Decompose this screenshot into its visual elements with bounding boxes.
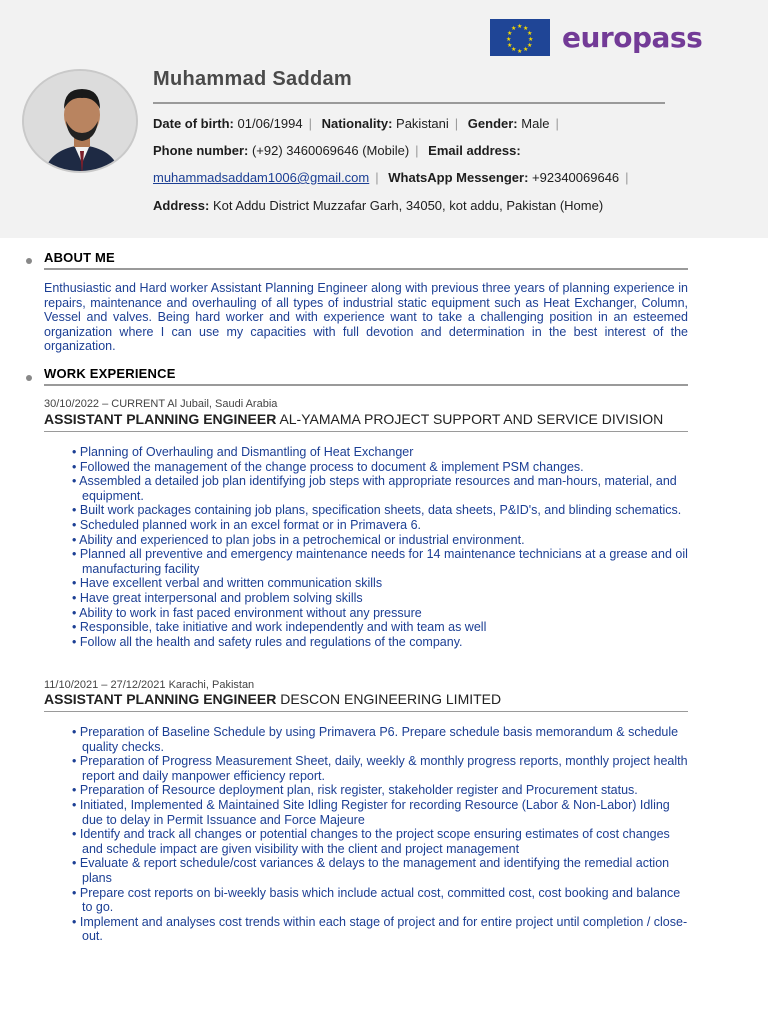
gender-label: Gender: (467, 116, 518, 131)
about-section-divider (44, 268, 688, 270)
list-item: • Preparation of Progress Measurement Sheet, daily, weekly & monthly progress reports, monthly project health report and daily manpower efficiency report. (62, 754, 692, 783)
list-item: • Identify and track all changes or potential changes to the project scope ensuring estimates of cost changes and schedule impact are given visibility with the client and project management (62, 827, 692, 856)
experience-section-divider (44, 384, 688, 386)
list-item: • Initiated, Implemented & Maintained Site Idling Register for recording Resource (Labor & Non-Labor) Idling due to delay in Permit Issuance and Force Majeure (62, 798, 692, 827)
address-line (153, 198, 603, 213)
nationality-value: Pakistani (396, 116, 449, 131)
avatar (22, 69, 138, 173)
list-item: • Planning of Overhauling and Dismantling of Heat Exchanger (62, 445, 692, 460)
job-role: ASSISTANT PLANNING ENGINEER (44, 691, 277, 707)
list-item: • Planned all preventive and emergency maintenance needs for 14 maintenance technicians at a grease and oil manufacturing facility (62, 547, 692, 576)
phone-value: (+92) 3460069646 (Mobile) (251, 143, 410, 158)
list-item: • Built work packages containing job plans, specification sheets, data sheets, P&ID's, and blinding schematics. (62, 503, 692, 518)
phone-label: Phone number: (153, 143, 249, 158)
europass-wordmark: europass (562, 20, 703, 54)
candidate-name: Muhammad Saddam (153, 68, 352, 90)
list-item: • Followed the management of the change process to document & implement PSM changes. (62, 460, 692, 475)
whatsapp-label: WhatsApp Messenger: (388, 170, 529, 185)
gender-value: Male (521, 116, 550, 131)
list-item: • Follow all the health and safety rules and regulations of the company. (62, 635, 692, 650)
eu-flag-icon: ★ ★ ★ ★ ★ ★ ★ ★ ★ ★ ★ ★ (490, 19, 550, 56)
list-item: • Implement and analyses cost trends within each stage of project and for entire project until completion / close-out. (62, 915, 692, 944)
nationality-label: Nationality: (321, 116, 393, 131)
job-company: AL-YAMAMA PROJECT SUPPORT AND SERVICE DIVISION (279, 411, 664, 427)
list-item: • Assembled a detailed job plan identifying job steps with appropriate resources and man-hours, material, and equipment. (62, 474, 692, 503)
job-title (44, 411, 663, 427)
experience-section-marker (26, 375, 32, 381)
job-title (44, 691, 501, 707)
list-item: • Preparation of Baseline Schedule by using Primavera P6. Prepare schedule basis memorandum & schedule quality checks. (62, 725, 692, 754)
job-duties-list (62, 725, 692, 944)
contact-line: Phone number: (+92) 3460069646 (Mobile) | Email address: (153, 143, 521, 158)
about-text: Enthusiastic and Hard worker Assistant Planning Engineer along with previous three years of planning experience in repairs, maintenance and overhauling of all types of industrial static equipment such as Heat Exchanger, Column, Vessel and valves. Being hard worker and with experience want to take a challenging position in an esteemed organization where I can use my capacities with full devotion and determination in the best interest of the organization. (44, 281, 688, 354)
address-label: Address: (153, 198, 210, 213)
dob-value: 01/06/1994 (237, 116, 303, 131)
list-item: • Preparation of Resource deployment plan, risk register, stakeholder register and Procurement status. (62, 783, 692, 798)
list-item: • Ability to work in fast paced environment without any pressure (62, 606, 692, 621)
europass-logo (490, 18, 702, 56)
email-label: Email address: (428, 143, 521, 158)
job-duties-list (62, 445, 692, 649)
whatsapp-value: +92340069646 (532, 170, 620, 185)
job-role: ASSISTANT PLANNING ENGINEER (44, 411, 277, 427)
list-item: • Have great interpersonal and problem solving skills (62, 591, 692, 606)
list-item: • Evaluate & report schedule/cost variances & delays to the management and identifying the remedial action plans (62, 856, 692, 885)
job-meta: 11/10/2021 – 27/12/2021 Karachi, Pakistan (44, 679, 255, 691)
email-link[interactable]: muhammadsaddam1006@gmail.com (153, 170, 370, 185)
job-meta: 30/10/2022 – CURRENT Al Jubail, Saudi Arabia (44, 398, 278, 410)
job-divider (44, 711, 688, 712)
personal-info-line: Date of birth: 01/06/1994 | Nationality: Pakistani | Gender: Male | (153, 116, 559, 131)
list-item: • Responsible, take initiative and work independently and with team as well (62, 620, 692, 635)
list-item: • Prepare cost reports on bi-weekly basis which include actual cost, committed cost, cost booking and balance to go. (62, 886, 692, 915)
address-value: Kot Addu District Muzzafar Garh, 34050, kot addu, Pakistan (Home) (212, 198, 604, 213)
experience-section-title: WORK EXPERIENCE (44, 366, 176, 381)
name-divider (153, 102, 665, 104)
job-divider (44, 431, 688, 432)
dob-label: Date of birth: (153, 116, 234, 131)
about-section-title: ABOUT ME (44, 250, 115, 265)
list-item: • Have excellent verbal and written communication skills (62, 576, 692, 591)
about-section-marker (26, 258, 32, 264)
job-company: DESCON ENGINEERING LIMITED (280, 691, 502, 707)
list-item: • Scheduled planned work in an excel format or in Primavera 6. (62, 518, 692, 533)
list-item: • Ability and experienced to plan jobs in a petrochemical or industrial environment. (62, 533, 692, 548)
email-whatsapp-line: muhammadsaddam1006@gmail.com | WhatsApp Messenger: +92340069646 | (153, 170, 629, 185)
